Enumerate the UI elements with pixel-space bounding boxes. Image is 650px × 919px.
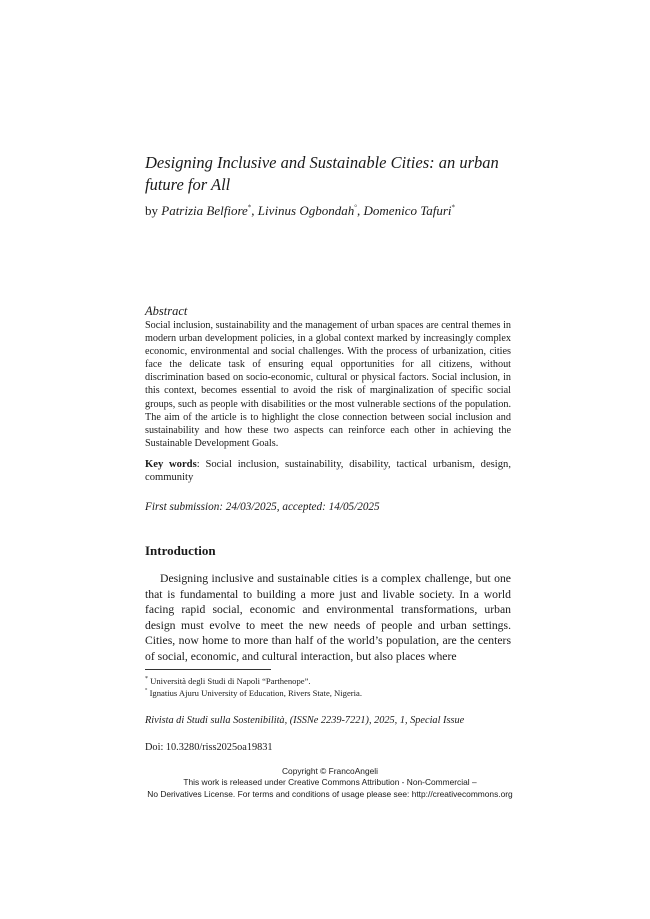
journal-citation: Rivista di Studi sulla Sostenibilità, (ISSNe 2239-7221), 2025, 1, Special Issue	[145, 715, 465, 726]
byline-prefix: by	[145, 203, 158, 218]
author-byline	[145, 203, 511, 219]
submission-dates: First submission: 24/03/2025, accepted: 14/05/2025	[145, 501, 380, 513]
footnote-rule	[145, 669, 271, 670]
author-name: Livinus Ogbondah	[257, 203, 355, 218]
footnotes	[145, 675, 511, 699]
keywords-text: : Social inclusion, sustainability, disability, tactical urbanism, design, community	[145, 459, 511, 484]
footnote-mark: *	[145, 676, 148, 683]
author-affiliation-mark: *	[451, 203, 456, 212]
author-separator: ,	[357, 203, 364, 218]
author-affiliation-mark: *	[247, 203, 252, 212]
abstract-text: Social inclusion, sustainability and the management of urban spaces are central themes in modern urban development policies, in a global context marked by increasingly complex economic, environmental and social challenges. With the process of urbanization, cities face the delicate task of ensuring equal opportunities for all citizens, without discrimination based on socio-economic, cultural or physical factors. Social inclusion, in this context, becomes essential to avoid the risk of marginalization of specific social groups, such as people with disabilities or the most vulnerable sections of the population. The aim of the article is to highlight the close connection between social inclusion and sustainability and how these two aspects can reinforce each other in achieving the Sustainable Development Goals.	[145, 320, 511, 449]
footnote-mark: °	[145, 688, 148, 695]
article-title: Designing Inclusive and Sustainable Cities: an urban future for All	[145, 153, 499, 194]
footnote	[145, 687, 511, 699]
license-notice	[100, 766, 560, 800]
license-line: This work is released under Creative Commons Attribution - Non-Commercial –	[183, 777, 477, 788]
abstract-heading: Abstract	[145, 304, 188, 318]
introduction-heading: Introduction	[145, 543, 216, 558]
keywords-label: Key words	[145, 459, 197, 470]
copyright-line: Copyright © FrancoAngeli	[281, 766, 378, 776]
author-affiliation-mark: °	[354, 203, 358, 212]
author-name: Patrizia Belfiore	[161, 203, 248, 218]
author-separator: ,	[251, 203, 258, 218]
footnote-text: Università degli Studi di Napoli “Parthenope”.	[150, 676, 311, 686]
footnote	[145, 675, 511, 687]
keywords	[145, 458, 511, 485]
license-line: No Derivatives License. For terms and conditions of usage please see: http://creativecommons.org	[147, 788, 513, 799]
author-name: Domenico Tafuri	[363, 203, 452, 218]
introduction-text: Designing inclusive and sustainable cities is a complex challenge, but one that is fundamental to building a more just and livable society. In a world facing rapid social, economic and environmental transformations, urban design must evolve to meet the new needs of people and urban settings. Cities, now home to more than half of the world’s population, are the centers of social, economic, and cultural interaction, but also places where	[145, 572, 511, 663]
footnote-text: Ignatius Ajuru University of Education, Rivers State, Nigeria.	[149, 688, 362, 698]
doi: Doi: 10.3280/riss2025oa19831	[145, 742, 273, 753]
